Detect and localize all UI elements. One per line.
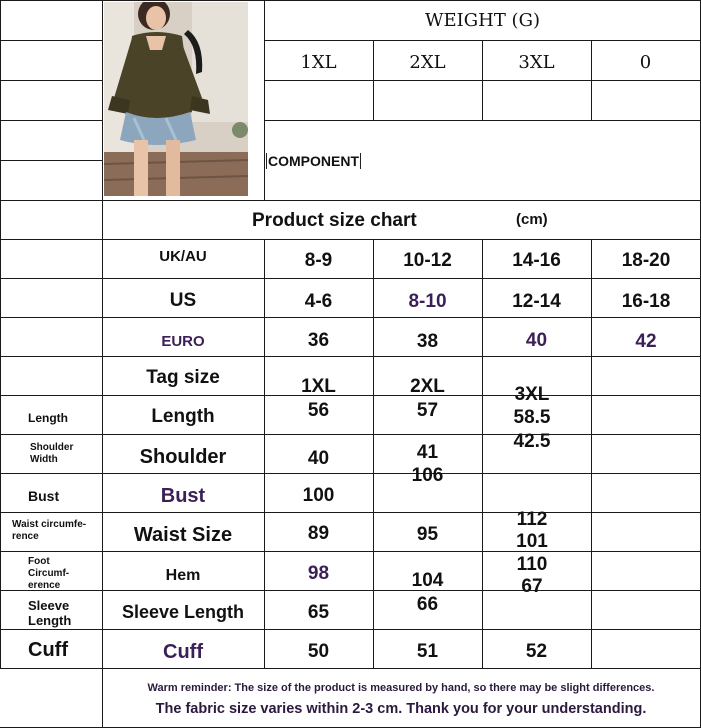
waist-value: 89 xyxy=(307,523,330,544)
row-label-tag-size: Tag size xyxy=(146,367,220,388)
us-value: 4-6 xyxy=(304,291,333,312)
row-label-waist: Waist Size xyxy=(133,524,233,546)
row-label-sleeve-length: Sleeve Length xyxy=(121,602,245,622)
tag-size-value: 2XL xyxy=(410,376,445,397)
euro-value: 36 xyxy=(307,330,330,351)
side-label-waist: Waist circumfe- rence xyxy=(12,519,87,542)
row-label-us: US xyxy=(169,290,197,311)
weight-col-1xl: 1XL xyxy=(300,52,337,73)
euro-value: 38 xyxy=(416,331,439,352)
us-value: 8-10 xyxy=(408,291,447,312)
row-label-shoulder: Shoulder xyxy=(139,446,227,468)
row-label-euro: EURO xyxy=(161,333,205,350)
side-label-bust: Bust xyxy=(28,488,60,504)
weight-col-0: 0 xyxy=(639,52,652,73)
side-label-sleeve: Sleeve Length xyxy=(28,598,72,628)
product-photo xyxy=(104,2,248,196)
tag-size-value: 3XL xyxy=(514,384,550,405)
row-label-hem: Hem xyxy=(165,567,201,584)
side-label-cuff: Cuff xyxy=(28,639,68,661)
ukau-value: 18-20 xyxy=(621,250,671,271)
shoulder-value: 40 xyxy=(307,448,330,469)
length-value: 57 xyxy=(416,400,439,421)
product-photo-illustration xyxy=(104,2,248,196)
side-label-length: Length xyxy=(28,411,68,425)
euro-value: 42 xyxy=(635,331,657,352)
us-value: 12-14 xyxy=(512,291,561,312)
waist-value: 101 xyxy=(516,531,548,552)
weight-col-3xl: 3XL xyxy=(518,52,555,73)
sleeve-value: 66 xyxy=(416,594,439,615)
hem-value: 104 xyxy=(411,570,444,591)
cuff-value: 50 xyxy=(307,641,330,662)
weight-title: WEIGHT (G) xyxy=(425,10,540,31)
bust-value: 106 xyxy=(411,465,444,486)
us-value: 16-18 xyxy=(621,291,671,312)
shoulder-value: 42.5 xyxy=(513,431,551,452)
hem-value: 67 xyxy=(521,576,543,597)
cuff-value: 52 xyxy=(525,641,548,662)
weight-col-2xl: 2XL xyxy=(409,52,446,73)
side-label-shoulder: Shoulder Width xyxy=(30,442,74,465)
ukau-value: 10-12 xyxy=(403,250,452,271)
row-label-length: Length xyxy=(151,406,215,427)
fabric-note: The fabric size varies within 2-3 cm. Thank you for your understanding. xyxy=(155,701,647,717)
hem-value: 110 xyxy=(516,554,548,575)
waist-value: 95 xyxy=(416,524,439,545)
length-value: 58.5 xyxy=(513,407,551,428)
hem-value: 98 xyxy=(307,563,330,584)
warm-reminder: Warm reminder: The size of the product is measured by hand, so there may be slight differences. xyxy=(147,682,655,694)
length-value: 56 xyxy=(307,400,330,421)
chart-unit: (cm) xyxy=(516,211,548,228)
component-label: COMPONENT xyxy=(268,153,359,169)
ukau-value: 8-9 xyxy=(304,250,333,271)
tag-size-value: 1XL xyxy=(301,376,336,397)
ukau-value: 14-16 xyxy=(512,250,561,271)
cuff-value: 51 xyxy=(416,641,439,662)
row-label-bust: Bust xyxy=(160,485,206,507)
euro-value: 40 xyxy=(525,330,548,351)
side-label-hem: Foot Circumf- erence xyxy=(28,556,70,591)
sleeve-value: 65 xyxy=(307,602,330,623)
bust-value: 100 xyxy=(302,485,335,506)
waist-value: 112 xyxy=(516,509,548,530)
row-label-ukau: UK/AU xyxy=(159,248,207,265)
shoulder-value: 41 xyxy=(416,442,439,463)
row-label-cuff: Cuff xyxy=(163,641,203,663)
chart-title: Product size chart xyxy=(252,210,417,231)
